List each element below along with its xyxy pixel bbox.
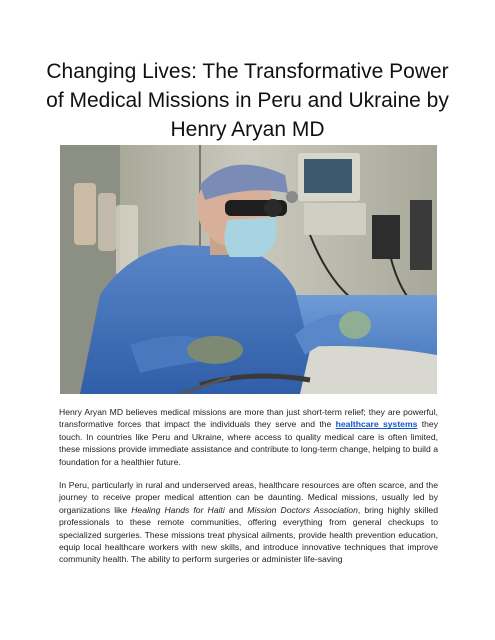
surgeon-photo — [60, 145, 437, 394]
intro-paragraph — [59, 406, 438, 468]
peru-paragraph — [59, 479, 438, 566]
healthcare-systems-link[interactable]: healthcare systems — [335, 419, 418, 430]
org-healing-hands: Healing Hands for Haiti — [131, 504, 225, 515]
page-title: Changing Lives: The Transformative Power of Medical Missions in Peru and Ukraine by Henry Aryan MD — [46, 60, 449, 141]
peru-text-c: , bring highly skilled professionals to these remote communities, offering everything from general checkups to specialized surgeries. These missions treat physical ailments, provide health prevention education, equip local healthcare workers with new skills, and introduce innovative techniques that improve community health. The ability to perform surgeries or administer life-saving — [59, 504, 438, 565]
intro-text-a: Henry Aryan MD believes medical missions are more than just short-term relief; they are powerful, transformative forces that impact the individuals they serve and the — [59, 407, 438, 430]
intro-text-b: they touch. In countries like Peru and Ukraine, where access to quality medical care is often limited, these missions provide immediate assistance and contribute to long-term change, helping to build a foundation for a healthier future. — [59, 419, 438, 467]
peru-text-b: and — [224, 504, 248, 515]
org-mission-doctors: Mission Doctors Association — [247, 504, 358, 515]
peru-text-a: In Peru, particularly in rural and underserved areas, healthcare resources are often scarce, and the journey to receive proper medical attention can be daunting. Medical missions, usually led by organizations like — [59, 480, 438, 515]
